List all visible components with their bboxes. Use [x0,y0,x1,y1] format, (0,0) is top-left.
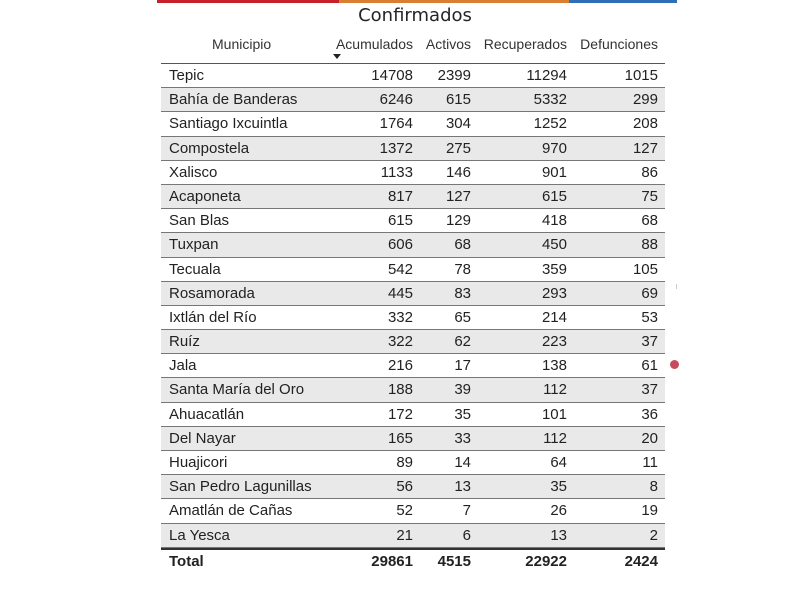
top-bar-red [157,0,339,3]
cell-defunciones: 127 [632,139,658,157]
cell-municipio: Del Nayar [169,429,236,447]
cell-acumulados: 172 [387,405,413,423]
cell-acumulados: 1764 [379,115,413,133]
cell-activos: 7 [462,502,471,520]
table-row[interactable] [161,524,665,548]
table-row[interactable] [161,378,665,402]
cell-acumulados: 165 [387,429,413,447]
cell-municipio: Huajicori [169,454,228,471]
scroll-tick [676,284,677,289]
cell-recuperados: 138 [541,357,567,375]
cell-defunciones: 19 [641,502,658,520]
cell-recuperados: 615 [541,187,567,205]
top-bar-orange [339,0,569,3]
table-row[interactable] [161,403,665,427]
cell-defunciones: 75 [641,187,658,205]
table-row[interactable] [161,185,665,209]
cell-defunciones: 105 [632,260,658,278]
cell-defunciones: 37 [641,381,658,399]
cell-municipio: Amatlán de Cañas [169,502,293,520]
cell-activos: 2399 [437,67,471,84]
cell-defunciones: 86 [641,163,658,181]
cell-activos: 78 [454,260,471,278]
cell-recuperados: 293 [541,284,567,302]
table-row[interactable] [161,427,665,451]
cell-defunciones: 8 [649,478,658,496]
top-bar-blue [569,0,677,3]
cell-recuperados: 35 [550,478,567,496]
cell-activos: 83 [454,284,471,302]
cell-acumulados: 14708 [371,67,413,84]
cell-activos: 275 [445,139,471,157]
table-header [161,30,665,63]
cell-defunciones: 53 [641,308,658,326]
cell-activos: 39 [454,381,471,399]
cell-recuperados: 970 [541,139,567,157]
cell-recuperados: 5332 [533,91,567,109]
cell-recuperados: 101 [541,405,567,423]
cell-defunciones: 208 [632,115,658,133]
total-activos: 4515 [437,552,471,570]
cell-municipio: Tuxpan [169,236,219,254]
table-row[interactable] [161,209,665,233]
cell-municipio: San Pedro Lagunillas [169,478,312,496]
cell-defunciones: 2 [649,526,658,544]
cell-acumulados: 322 [387,333,413,351]
cell-municipio: La Yesca [169,526,230,544]
cell-acumulados: 89 [396,454,413,471]
cell-acumulados: 52 [396,502,413,520]
table-row[interactable] [161,282,665,306]
table-row[interactable] [161,354,665,378]
cell-recuperados: 359 [541,260,567,278]
cell-acumulados: 21 [396,526,413,544]
cell-municipio: Bahía de Banderas [169,91,298,109]
cell-municipio: Rosamorada [169,284,255,302]
cell-activos: 6 [462,526,471,544]
cell-acumulados: 6246 [379,91,413,109]
cell-defunciones: 36 [641,405,658,423]
cell-recuperados: 223 [541,333,567,351]
cell-activos: 14 [454,454,471,471]
top-color-bars [157,0,677,3]
cell-defunciones: 20 [641,429,658,447]
cell-activos: 68 [454,236,471,254]
cell-defunciones: 299 [632,91,658,109]
cell-activos: 146 [445,163,471,181]
table-row[interactable] [161,475,665,499]
header-acumulados[interactable]: Acumulados [335,36,413,52]
cell-acumulados: 1372 [379,139,413,157]
table-row[interactable] [161,112,665,136]
cell-recuperados: 112 [543,381,567,399]
cell-acumulados: 615 [387,212,413,230]
table-row[interactable] [161,499,665,523]
cell-recuperados: 901 [541,163,567,181]
cell-defunciones: 88 [641,236,658,254]
cell-municipio: Acaponeta [169,187,241,205]
red-dot-marker [670,360,679,369]
total-acumulados: 29861 [371,552,413,570]
table-row[interactable] [161,233,665,257]
cell-defunciones: 37 [641,333,658,351]
cell-activos: 129 [445,212,471,230]
cell-recuperados: 214 [541,308,567,326]
cell-municipio: Ruíz [169,333,200,351]
cell-acumulados: 188 [387,381,413,399]
cell-municipio: Ahuacatlán [169,405,245,423]
cell-recuperados: 1252 [533,115,567,133]
cell-recuperados: 11294 [526,67,567,84]
cell-municipio: Tepic [169,67,205,84]
cell-activos: 615 [445,91,471,109]
cell-activos: 33 [454,429,471,447]
cell-acumulados: 216 [387,357,413,375]
cell-municipio: Compostela [169,139,250,157]
cell-recuperados: 64 [550,454,567,471]
cell-defunciones: 69 [641,284,658,302]
cell-municipio: Tecuala [169,260,221,278]
table-row[interactable] [161,64,665,88]
cell-municipio: Jala [169,357,197,375]
table-body [161,63,665,548]
sort-descending-icon [333,54,341,59]
table-row[interactable] [161,451,665,475]
cell-acumulados: 817 [387,187,413,205]
cell-acumulados: 542 [387,260,413,278]
table-row[interactable] [161,161,665,185]
cell-acumulados: 445 [387,284,413,302]
total-recuperados: 22922 [525,552,567,570]
table-row[interactable] [161,306,665,330]
table-row[interactable] [161,88,665,112]
cell-acumulados: 1133 [380,163,413,181]
cell-acumulados: 606 [387,236,413,254]
cell-municipio: Ixtlán del Río [169,308,257,326]
cell-recuperados: 450 [541,236,567,254]
cell-activos: 35 [454,405,471,423]
table-row[interactable] [161,258,665,282]
cell-recuperados: 112 [543,429,567,447]
cell-defunciones: 68 [641,212,658,230]
cell-activos: 62 [454,333,471,351]
cases-table [161,30,665,574]
header-defunciones[interactable]: Defunciones [580,36,658,52]
cell-recuperados: 418 [541,212,567,230]
total-row [161,548,665,574]
table-title: Confirmados [358,5,472,26]
cell-activos: 13 [454,478,471,496]
cell-municipio: Santiago Ixcuintla [169,115,288,133]
cell-activos: 17 [454,357,471,375]
cell-activos: 304 [445,115,471,133]
cell-municipio: San Blas [169,212,230,230]
total-defunciones: 2424 [624,552,658,570]
cell-municipio: Xalisco [169,163,218,181]
cell-acumulados: 332 [387,308,413,326]
header-activos[interactable]: Activos [425,36,471,52]
cell-municipio: Santa María del Oro [169,381,305,399]
cell-activos: 65 [454,308,471,326]
cell-recuperados: 13 [550,526,567,544]
table-row[interactable] [161,137,665,161]
table-row[interactable] [161,330,665,354]
cell-activos: 127 [445,187,471,205]
header-recuperados[interactable]: Recuperados [483,36,567,52]
cell-recuperados: 26 [550,502,567,520]
cell-defunciones: 61 [641,357,658,375]
total-label: Total [169,552,204,570]
cell-defunciones: 1015 [624,67,658,84]
cell-acumulados: 56 [396,478,413,496]
header-municipio[interactable]: Municipio [212,36,272,52]
cell-defunciones: 11 [642,454,658,471]
